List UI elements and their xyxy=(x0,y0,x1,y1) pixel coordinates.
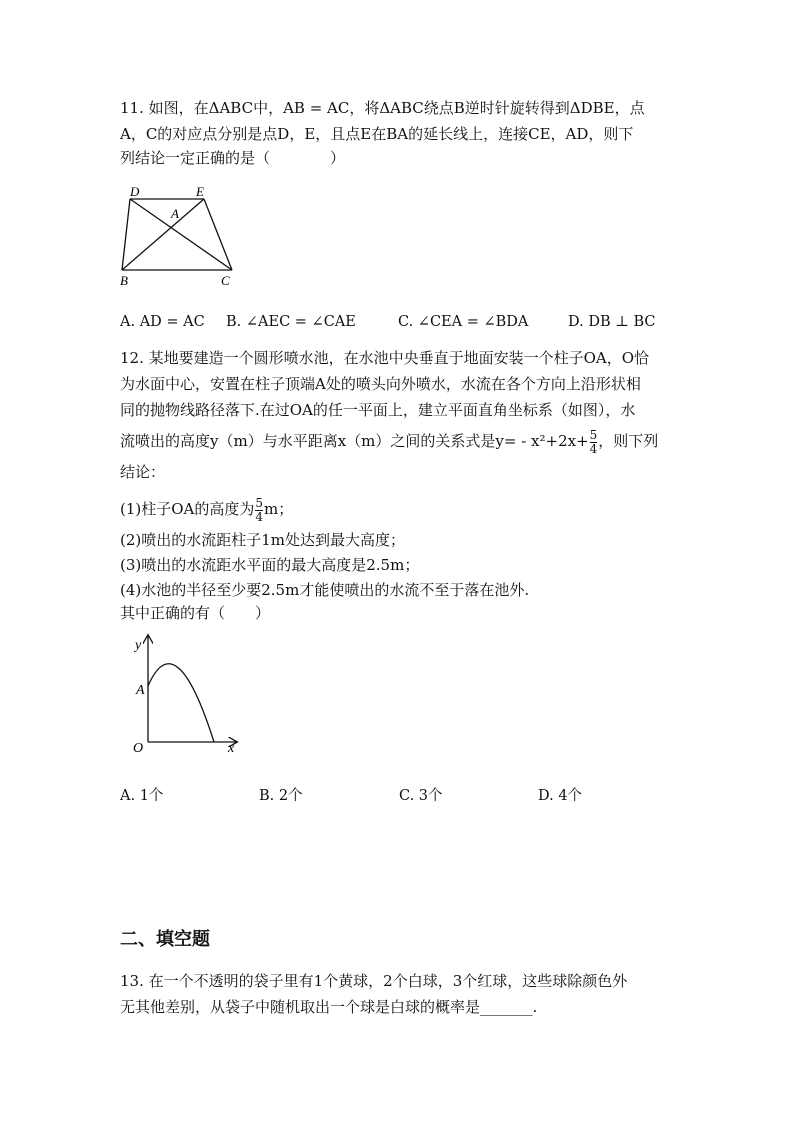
label-A: A xyxy=(171,206,179,221)
q11-line-1: 11. 如图，在ΔABC中，AB = AC，将ΔABC绕点B逆时针旋转得到ΔDBE，点 xyxy=(120,99,645,117)
graph-label-x: x xyxy=(228,741,235,756)
label-D: D xyxy=(130,184,140,199)
q12-line-5: 结论： xyxy=(120,463,166,481)
q11-option-a[interactable]: A. AD = AC xyxy=(120,314,205,330)
q12-line-2: 为水面中心，安置在柱子顶端A处的喷头向外喷水，水流在各个方向上沿形状相 xyxy=(120,375,641,393)
q11-option-d[interactable]: D. DB ⊥ BC xyxy=(568,314,656,330)
q12-statement-3: (3)喷出的水流距水平面的最大高度是2.5m； xyxy=(120,556,420,574)
q12-question: 其中正确的有（ ） xyxy=(120,604,271,622)
q12-formula-text: 流喷出的高度y（m）与水平距离x（m）之间的关系式是y= - x²+2x+ xyxy=(120,432,589,450)
statement-1-fraction xyxy=(255,497,263,524)
section-heading: 二、填空题 xyxy=(120,929,210,950)
statement-1-unit: m； xyxy=(264,500,294,518)
q13-line-2: 无其他差别，从袋子中随机取出一个球是白球的概率是_______. xyxy=(120,998,538,1016)
q12-statement-4: (4)水池的半径至少要2.5m才能使喷出的水流不至于落在池外. xyxy=(120,581,530,599)
q12-line-3: 同的抛物线路径落下.在过OA的任一平面上，建立平面直角坐标系（如图），水 xyxy=(120,401,636,419)
fraction-denominator: 4 xyxy=(255,509,264,524)
label-B: B xyxy=(120,273,128,288)
q12-option-c[interactable]: C. 3个 xyxy=(399,788,443,804)
q12-option-a[interactable]: A. 1个 xyxy=(120,788,164,804)
q12-line-1: 12. 某地要建造一个圆形喷水池，在水池中央垂直于地面安装一个柱子OA，O恰 xyxy=(120,349,650,367)
fraction-numerator: 5 xyxy=(589,427,598,442)
label-C: C xyxy=(221,273,230,288)
q11-option-b[interactable]: B. ∠AEC = ∠CAE xyxy=(226,314,356,330)
q11-figure xyxy=(112,182,252,290)
q12-option-b[interactable]: B. 2个 xyxy=(259,788,303,804)
graph-label-A: A xyxy=(136,683,145,698)
q11-option-c[interactable]: C. ∠CEA = ∠BDA xyxy=(398,314,529,330)
q12-graph xyxy=(116,630,252,756)
graph-label-O: O xyxy=(133,741,144,756)
q12-statement-1 xyxy=(120,494,293,524)
q12-option-d[interactable]: D. 4个 xyxy=(538,788,583,804)
graph-label-y: y xyxy=(135,638,142,653)
q12-statement-2: (2)喷出的水流距柱子1m处达到最大高度； xyxy=(120,531,406,549)
q12-formula-fraction xyxy=(590,429,598,456)
fraction-denominator: 4 xyxy=(589,441,598,456)
q11-line-2: A，C的对应点分别是点D，E，且点E在BA的延长线上，连接CE，AD，则下 xyxy=(120,125,634,143)
statement-1-text: (1)柱子OA的高度为 xyxy=(120,500,255,518)
fraction-numerator: 5 xyxy=(255,495,264,510)
label-E: E xyxy=(196,184,204,199)
q11-line-3: 列结论一定正确的是（ ） xyxy=(120,149,346,167)
q13-line-1: 13. 在一个不透明的袋子里有1个黄球，2个白球，3个红球，这些球除颜色外 xyxy=(120,972,628,990)
q12-line-4 xyxy=(120,426,658,456)
q12-line-4-tail: ，则下列 xyxy=(598,432,659,450)
